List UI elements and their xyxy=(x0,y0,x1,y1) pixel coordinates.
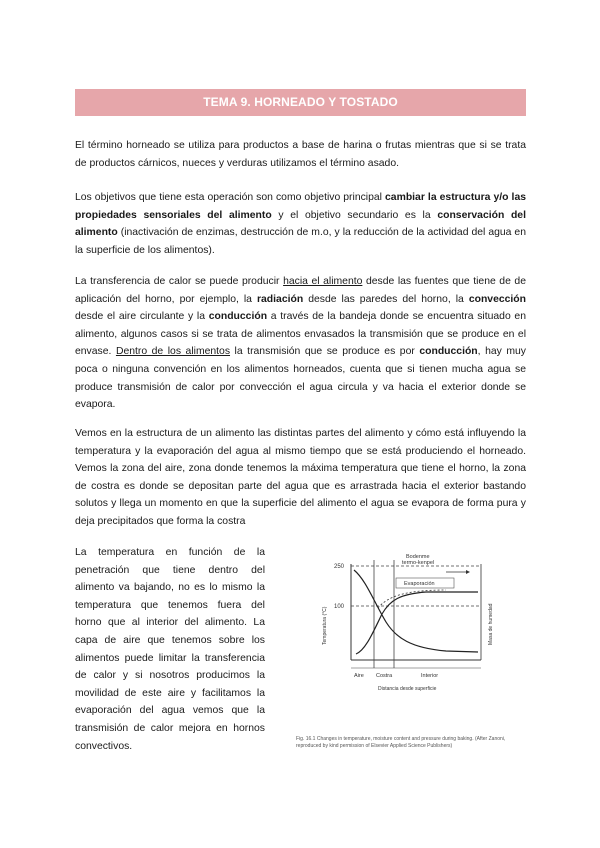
text-run: y el objetivo secundario es la xyxy=(271,209,438,221)
label-top: Bodenme xyxy=(406,554,430,560)
arrow-head xyxy=(466,570,470,574)
paragraph-heat-transfer xyxy=(75,273,526,414)
text-run: (inactivación de enzimas, destrucción de m.o, y la reducción de la actividad del agua en la superficie de los alimentos). xyxy=(75,227,526,256)
bold-term: cambiar la estructura y/o las propiedades sensoriales del alimento xyxy=(75,192,527,221)
section-title: TEMA 9. HORNEADO Y TOSTADO xyxy=(75,89,526,116)
bold-term: conservación del alimento xyxy=(75,209,526,239)
text-run: a través de la bandeja donde se encuentra situado en alimento, algunos casos si se trata de alimentos envasados la transmisión que se produce en el envase. xyxy=(75,311,526,358)
text-run: desde las fuentes que tiene de de aplicación del horno, por ejemplo, la xyxy=(75,276,526,305)
tick-250: 250 xyxy=(334,564,345,570)
label-air: Aire xyxy=(354,673,364,679)
bold-term: radiación xyxy=(256,293,304,305)
label-right-axis: Masa de humedad xyxy=(488,603,494,645)
bold-term: conducción xyxy=(208,311,268,323)
label-top2: termo-kenpel xyxy=(402,560,435,566)
figure-graph xyxy=(296,550,521,740)
text-run: , hay muy poca o ninguna convención en los alimentos horneados, cuenta que si tienen mucha agua se produce transmisión de calor por convección el agua circula y va hacia el exterior donde se evapora. xyxy=(75,346,526,411)
label-distance: Distancia desde superficie xyxy=(378,686,437,692)
underlined-term: hacia el alimento xyxy=(283,276,363,287)
text-run: la transmisión que se produce es por xyxy=(230,346,420,358)
text-run: La transferencia de calor se puede producir xyxy=(75,276,284,287)
paragraph-structure: Vemos en la estructura de un alimento las distintas partes del alimento y cómo está influyendo la temperatura y la evaporación del agua al mismo tiempo que se está produciendo el horneado. Vemos la zona del aire, zona donde tenemos la máxima temperatura que tiene el horno, la zona de costra es donde se depositan parte del agua que es arrastrada hacia el exterior bastando solutos y llega un momento en que la superficie del alimento el agua se evapora de forma pura y deja precipitados que forma la costra xyxy=(75,428,526,527)
text-run: desde las paredes del horno, la xyxy=(303,293,469,305)
paragraph-temperature: La temperatura en función de la penetración que tiene dentro del alimento va bajando, no es lo mismo la temperatura que tenemos fuera del horno que al interior del alimento. La capa de aire que tenemos sobre los alimentos puede limitar la transferencia de calor y si nosotros producimos la movilidad de este aire y facilitamos la evaporación del agua vemos que la transmisión de calor mejora en hornos convectivos. xyxy=(75,547,265,752)
label-y-axis: Temperatura (°C) xyxy=(322,606,328,645)
label-crust: Costra xyxy=(376,673,393,679)
paragraph-intro: El término horneado se utiliza para productos a base de harina o frutas mientras que si se trata de productos cárnicos, nueces y verduras utilizamos el término asado. xyxy=(75,140,526,169)
underlined-term: Dentro de los alimentos xyxy=(115,346,231,358)
text-run: desde el aire circulante y la xyxy=(75,311,209,323)
figure-caption: Fig. 16.1 Changes in temperature, moisture content and pressure during baking. (After Zanoni, reproduced by kind permission of Elsevier Applied Science Publishers) xyxy=(296,736,506,749)
paragraph-objectives xyxy=(75,189,526,259)
baking-figure xyxy=(296,550,521,750)
label-evaporation: Evaporación xyxy=(404,581,435,587)
label-interior: Interior xyxy=(421,673,439,679)
tick-100: 100 xyxy=(334,604,345,610)
text-run: Los objetivos que tiene esta operación son como objetivo principal xyxy=(75,192,386,203)
bold-term: conducción xyxy=(419,346,478,358)
bold-term: convección xyxy=(468,293,526,305)
